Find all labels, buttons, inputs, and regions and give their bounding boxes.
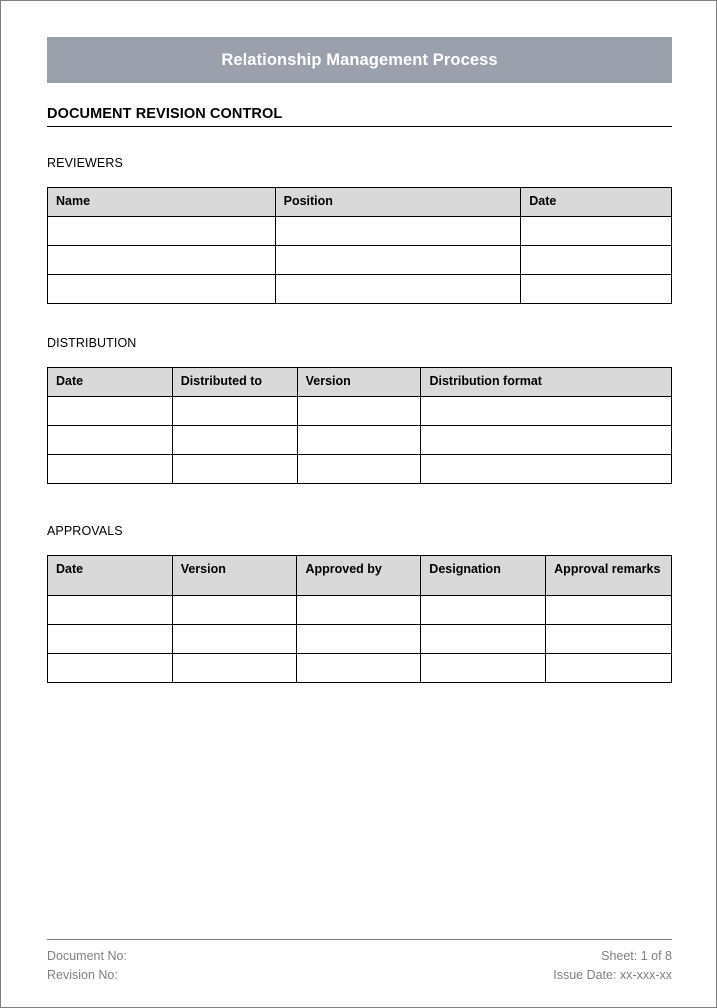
page-footer: [47, 939, 672, 985]
cell-designation[interactable]: [421, 654, 546, 683]
column-header-position: Position: [275, 188, 521, 217]
cell-date[interactable]: [48, 654, 173, 683]
cell-version[interactable]: [172, 596, 297, 625]
cell-approved-by[interactable]: [297, 625, 421, 654]
cell-position[interactable]: [275, 275, 521, 304]
column-header-date: Date: [48, 368, 173, 397]
footer-left-column: [47, 947, 127, 985]
cell-position[interactable]: [275, 246, 521, 275]
label-distribution: DISTRIBUTION: [47, 336, 137, 350]
label-reviewers: REVIEWERS: [47, 156, 123, 170]
table-row[interactable]: [48, 455, 672, 484]
cell-distribution-format[interactable]: [421, 397, 672, 426]
cell-name[interactable]: [48, 217, 276, 246]
cell-version[interactable]: [172, 654, 297, 683]
approvals-table: [47, 555, 672, 683]
footer-right-column: [553, 947, 672, 985]
document-title-banner: [47, 37, 672, 83]
document-title: Relationship Management Process: [221, 50, 498, 69]
cell-distribution-format[interactable]: [421, 426, 672, 455]
cell-date[interactable]: [48, 455, 173, 484]
table-row[interactable]: [48, 246, 672, 275]
label-approvals: APPROVALS: [47, 524, 123, 538]
cell-date[interactable]: [521, 246, 672, 275]
cell-designation[interactable]: [421, 596, 546, 625]
cell-version[interactable]: [297, 397, 421, 426]
column-header-date: Date: [521, 188, 672, 217]
cell-distribution-format[interactable]: [421, 455, 672, 484]
table-row[interactable]: [48, 654, 672, 683]
cell-date[interactable]: [48, 596, 173, 625]
column-header-approved-by: Approved by: [297, 556, 421, 596]
footer-sheet-number: Sheet: 1 of 8: [601, 949, 672, 963]
cell-designation[interactable]: [421, 625, 546, 654]
column-header-distribution-format: Distribution format: [421, 368, 672, 397]
table-row[interactable]: [48, 625, 672, 654]
page-content: [47, 37, 672, 973]
cell-distributed-to[interactable]: [172, 426, 297, 455]
cell-date[interactable]: [521, 217, 672, 246]
cell-approved-by[interactable]: [297, 654, 421, 683]
cell-position[interactable]: [275, 217, 521, 246]
table-row[interactable]: [48, 426, 672, 455]
distribution-table: [47, 367, 672, 484]
footer-revision-no: Revision No:: [47, 968, 118, 982]
column-header-version: Version: [172, 556, 297, 596]
cell-name[interactable]: [48, 275, 276, 304]
cell-distributed-to[interactable]: [172, 455, 297, 484]
cell-approval-remarks[interactable]: [546, 596, 672, 625]
column-header-date: Date: [48, 556, 173, 596]
footer-document-no: Document No:: [47, 949, 127, 963]
column-header-distributed-to: Distributed to: [172, 368, 297, 397]
footer-rows: [47, 947, 672, 985]
cell-approval-remarks[interactable]: [546, 625, 672, 654]
cell-distributed-to[interactable]: [172, 397, 297, 426]
footer-issue-date: Issue Date: xx-xxx-xx: [553, 968, 672, 982]
table-row[interactable]: [48, 596, 672, 625]
table-header-row: [48, 556, 672, 596]
cell-approved-by[interactable]: [297, 596, 421, 625]
table-header-row: [48, 368, 672, 397]
table-row[interactable]: [48, 397, 672, 426]
cell-date[interactable]: [48, 397, 173, 426]
cell-version[interactable]: [172, 625, 297, 654]
footer-divider: [47, 939, 672, 940]
column-header-version: Version: [297, 368, 421, 397]
section-heading-revision-control: DOCUMENT REVISION CONTROL: [47, 106, 672, 127]
column-header-approval-remarks: Approval remarks: [546, 556, 672, 596]
cell-date[interactable]: [48, 625, 173, 654]
table-row[interactable]: [48, 217, 672, 246]
cell-date[interactable]: [521, 275, 672, 304]
column-header-name: Name: [48, 188, 276, 217]
reviewers-table: [47, 187, 672, 304]
cell-name[interactable]: [48, 246, 276, 275]
cell-version[interactable]: [297, 455, 421, 484]
column-header-designation: Designation: [421, 556, 546, 596]
cell-date[interactable]: [48, 426, 173, 455]
cell-version[interactable]: [297, 426, 421, 455]
cell-approval-remarks[interactable]: [546, 654, 672, 683]
table-row[interactable]: [48, 275, 672, 304]
table-header-row: [48, 188, 672, 217]
